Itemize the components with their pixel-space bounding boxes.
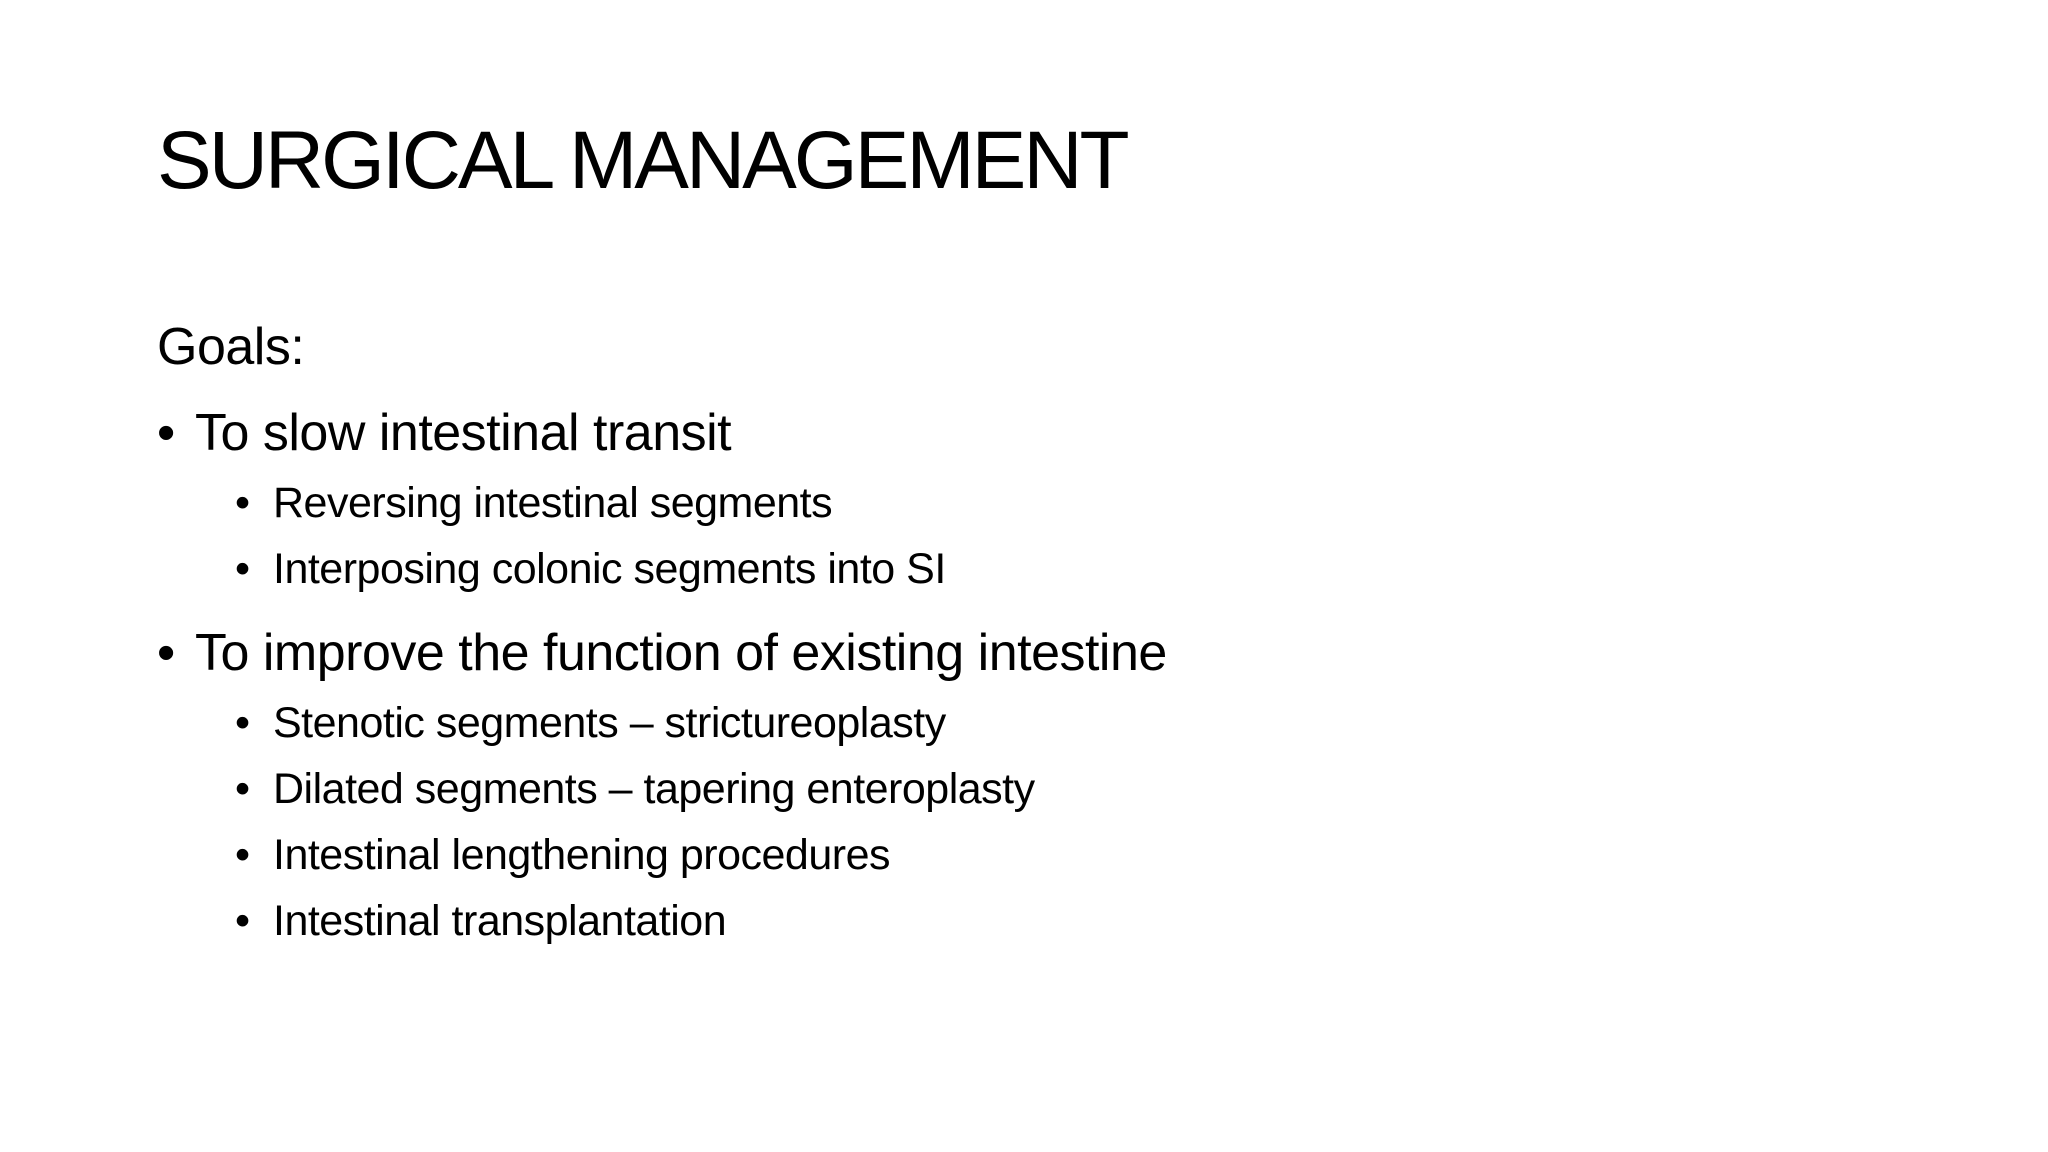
bullet-text: To improve the function of existing intestine xyxy=(195,624,1167,682)
sub-bullet-text: Intestinal transplantation xyxy=(273,897,727,945)
bullet-text: To slow intestinal transit xyxy=(195,404,732,462)
sub-bullet-text: Interposing colonic segments into SI xyxy=(273,545,946,593)
sub-list-improve-function xyxy=(157,690,1857,954)
bullet-slow-transit xyxy=(157,398,1857,468)
sub-bullet-dot: • xyxy=(235,831,250,879)
sub-list-slow-transit xyxy=(157,470,1857,602)
sub-bullet-text: Intestinal lengthening procedures xyxy=(273,831,890,879)
sub-bullet xyxy=(157,536,1857,602)
sub-bullet-dot: • xyxy=(235,479,250,527)
bullet-dot: • xyxy=(157,624,175,682)
goals-label: Goals: xyxy=(157,318,305,376)
bullet-dot: • xyxy=(157,404,175,462)
sub-bullet-dot: • xyxy=(235,765,250,813)
sub-bullet xyxy=(157,888,1857,954)
sub-bullet-text: Stenotic segments – strictureoplasty xyxy=(273,699,946,747)
sub-bullet xyxy=(157,822,1857,888)
sub-bullet-dot: • xyxy=(235,545,250,593)
sub-bullet xyxy=(157,690,1857,756)
sub-bullet-dot: • xyxy=(235,699,250,747)
sub-bullet xyxy=(157,756,1857,822)
sub-bullet xyxy=(157,470,1857,536)
sub-bullet-text: Reversing intestinal segments xyxy=(273,479,833,527)
slide-title: SURGICAL MANAGEMENT xyxy=(157,115,1127,206)
slide-content xyxy=(157,312,1857,954)
sub-bullet-text: Dilated segments – tapering enteroplasty xyxy=(273,765,1035,813)
sub-bullet-dot: • xyxy=(235,897,250,945)
bullet-improve-function xyxy=(157,618,1857,688)
